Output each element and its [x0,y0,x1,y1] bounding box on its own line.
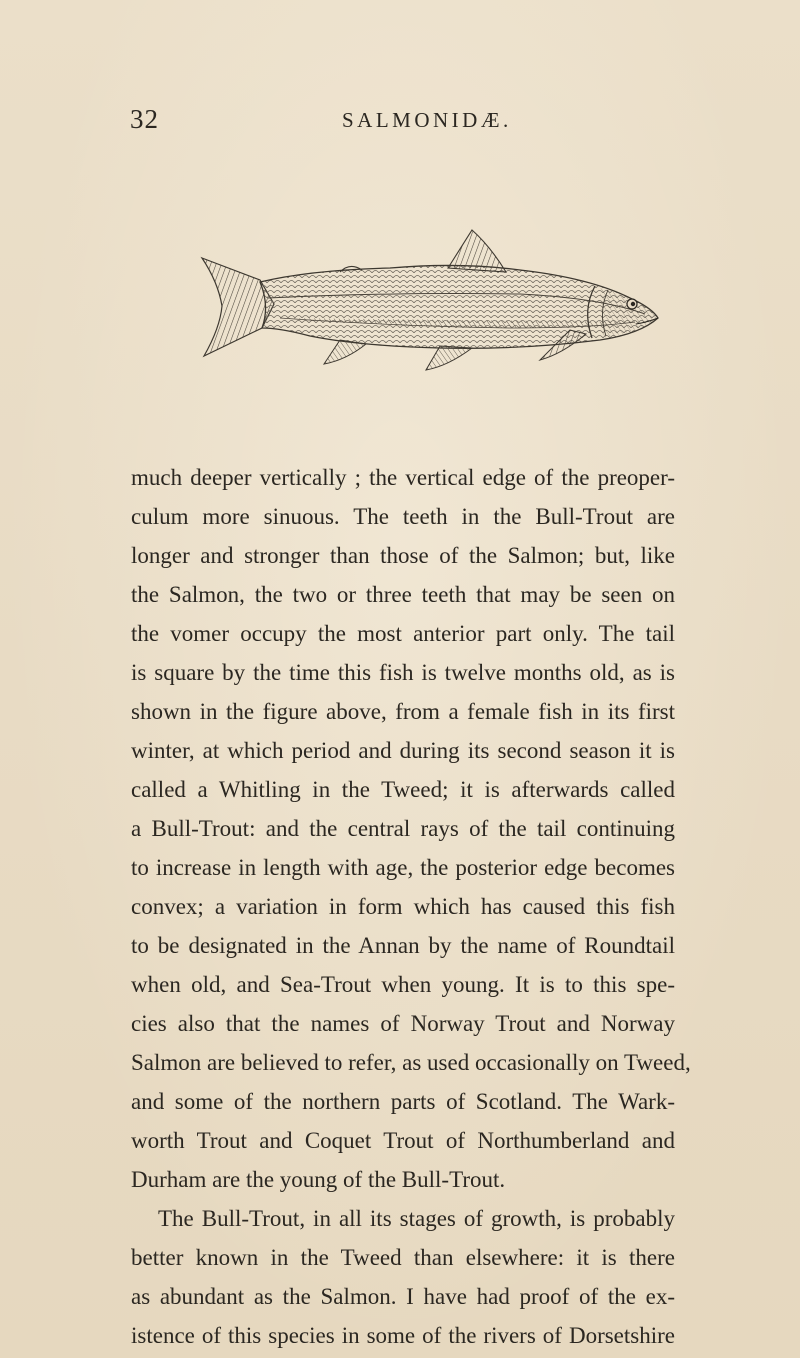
text-line: worth Trout and Coquet Trout of Northumberland and [131,1128,675,1153]
page-number: 32 [130,104,159,134]
text-line: much deeper vertically ; the vertical edge of the preoper- [131,465,675,490]
text-line: Salmon are believed to refer, as used occasionally on Tweed, [131,1050,691,1075]
text-line: called a Whitling in the Tweed; it is afterwards called [131,777,675,802]
text-line: the vomer occupy the most anterior part only. The tail [131,621,675,646]
fish-engraving-icon [190,218,670,386]
text-line: Durham are the young of the Bull-Trout. [131,1167,506,1192]
text-line: The Bull-Trout, in all its stages of growth, is probably [158,1206,675,1231]
text-line: shown in the figure above, from a female fish in its first [131,699,675,724]
text-line: a Bull-Trout: and the central rays of the tail continuing [131,816,675,841]
text-line: better known in the Tweed than elsewhere: it is there [131,1245,675,1270]
text-line: convex; a variation in form which has caused this fish [131,894,675,919]
body-text [131,458,691,1355]
text-line: istence of this species in some of the rivers of Dorsetshire [131,1323,675,1348]
text-line: cies also that the names of Norway Trout and Norway [131,1011,675,1036]
text-line: to increase in length with age, the posterior edge becomes [131,855,675,880]
text-line: and some of the northern parts of Scotland. The Wark- [131,1089,675,1114]
text-line: as abundant as the Salmon. I have had proof of the ex- [131,1284,675,1309]
text-line: winter, at which period and during its second season it is [131,738,675,763]
page-header [0,104,800,140]
text-line: to be designated in the Annan by the name of Roundtail [131,933,675,958]
text-line: longer and stronger than those of the Salmon; but, like [131,543,675,568]
text-line: is square by the time this fish is twelve months old, as is [131,660,675,685]
running-title: SALMONIDÆ. [342,108,512,132]
text-line: culum more sinuous. The teeth in the Bull-Trout are [131,504,675,529]
text-line: when old, and Sea-Trout when young. It is to this spe- [131,972,675,997]
text-line: the Salmon, the two or three teeth that may be seen on [131,582,675,607]
